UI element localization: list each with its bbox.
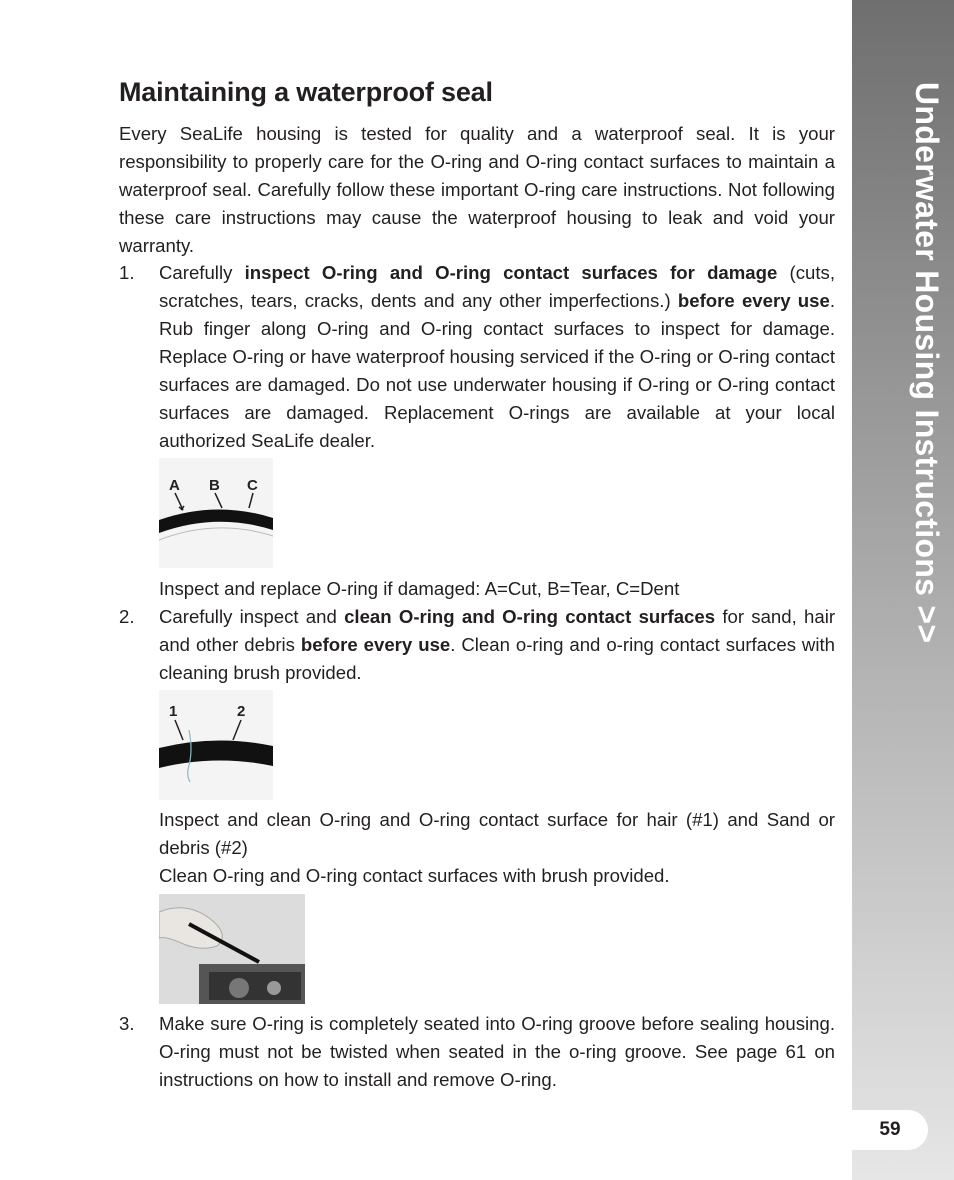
page-title: Maintaining a waterproof seal (119, 77, 493, 107)
oring-damage-figure (159, 458, 273, 568)
step-1-caption: Inspect and replace O-ring if damaged: A=Cut, B=Tear, C=Dent (159, 578, 680, 599)
step-1-number: 1. (119, 262, 135, 283)
step-2-number: 2. (119, 606, 135, 627)
step-2-text: Carefully inspect and clean O-ring and O-ring contact surfaces for sand, hair and other debris before every use. Clean o-ring and o-ring contact surfaces with cleaning brush provided. (159, 606, 836, 683)
sidebar-title: Underwater Housing Instructions >> (909, 82, 945, 644)
figure-label-b: B (209, 477, 220, 494)
step-3-number: 3. (119, 1013, 135, 1034)
oring-debris-figure (159, 690, 273, 800)
step-1-text: Carefully inspect O-ring and O-ring contact surfaces for damage (cuts, scratches, tears, cracks, dents and any other imperfections.) before every use. Rub finger along O-ring and O-ring contact surfaces to inspect for damage. Replace O-ring or have waterproof housing serviced if the O-ring or O-ring contact surfaces are damaged. Do not use underwater housing if O-ring or O-ring contact surfaces are damaged. Replacement O-rings are available at your local authorized SeaLife dealer. (159, 262, 836, 451)
cleaning-brush-illustration (159, 894, 305, 1004)
intro-paragraph: Every SeaLife housing is tested for quality and a waterproof seal. It is your responsibility to properly care for the O-ring and O-ring contact surfaces to maintain a waterproof seal. Carefully follow these important O-ring care instructions. Not following these care instructions may cause the waterproof housing to leak and void your warranty. (119, 123, 835, 256)
figure-label-a: A (169, 477, 180, 494)
oring-debris-illustration (159, 690, 273, 800)
cleaning-brush-photo (159, 894, 305, 1004)
oring-damage-illustration (159, 458, 273, 568)
step-2-caption: Inspect and clean O-ring and O-ring contact surface for hair (#1) and Sand or debris (#2) (159, 809, 835, 858)
figure-label-2: 2 (237, 703, 246, 720)
figure-label-1: 1 (169, 703, 178, 720)
step-3-text: Make sure O-ring is completely seated into O-ring groove before sealing housing. O-ring must not be twisted when seated in the o-ring groove. See page 61 on instructions on how to install and remove O-ring. (159, 1013, 835, 1090)
step-2-caption-2: Clean O-ring and O-ring contact surfaces with brush provided. (159, 865, 670, 886)
page-number: 59 (852, 1110, 928, 1150)
figure-label-c: C (247, 477, 258, 494)
sidebar (852, 0, 954, 1180)
